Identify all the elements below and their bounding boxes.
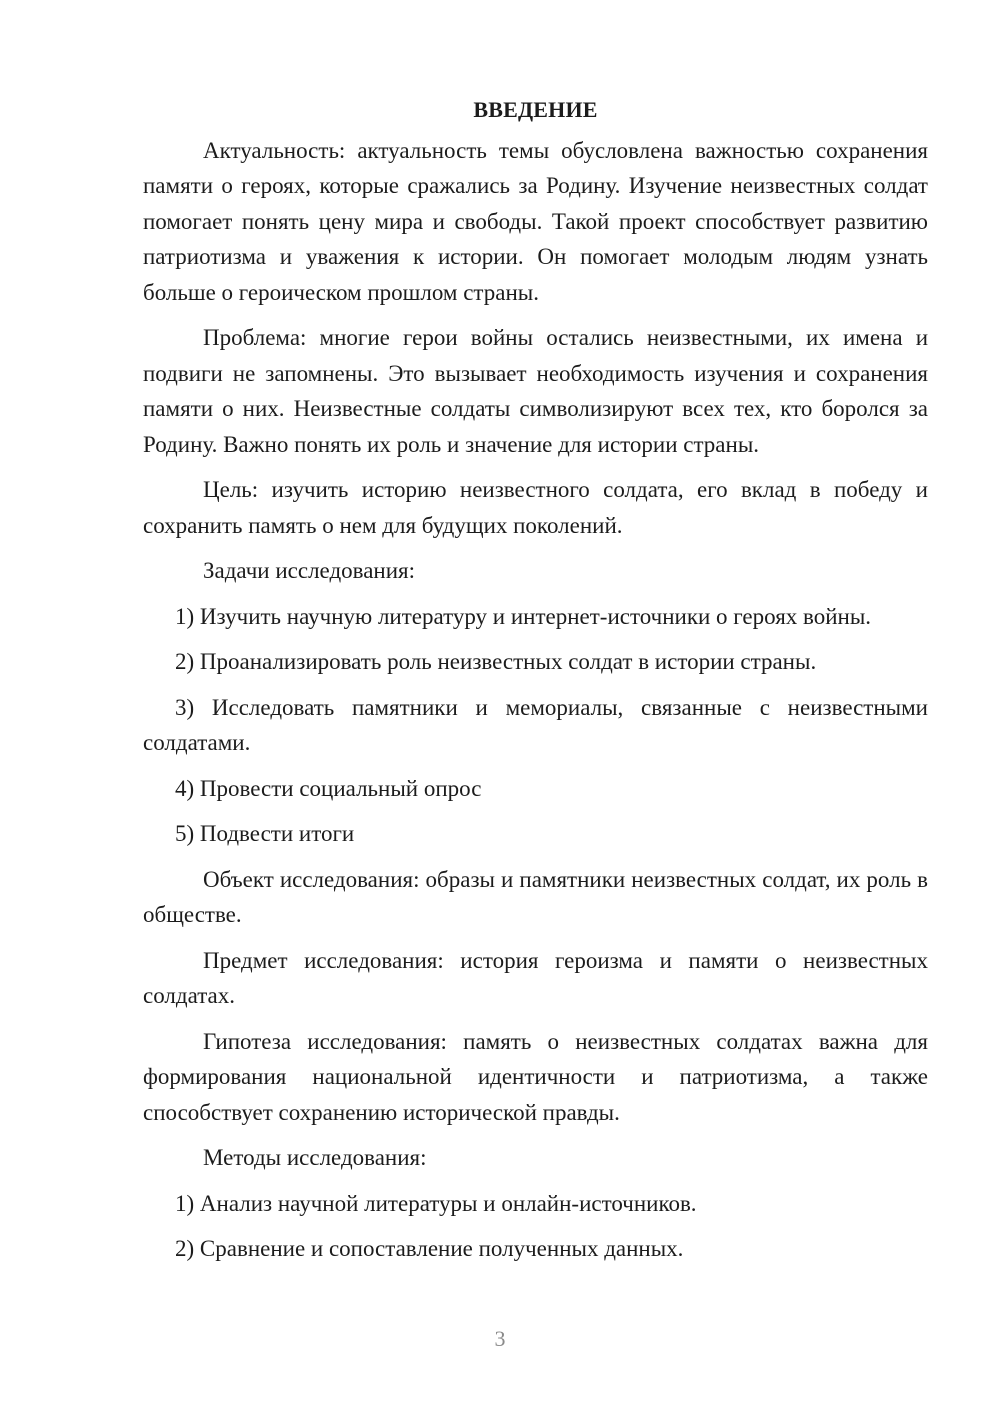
task-item-1: 1) Изучить научную литературу и интернет-источники о героях войны. — [175, 603, 872, 629]
page-number: 3 — [494, 1326, 506, 1351]
object-paragraph: Объект исследования: образы и памятники неизвестных солдат, их роль в обществе. — [143, 866, 928, 927]
hypothesis-paragraph: Гипотеза исследования: память о неизвестных солдатах важна для формирования национальной идентичности и патриотизма, а также способствует сохранению исторической правды. — [143, 1028, 928, 1125]
page-title: ВВЕДЕНИЕ — [473, 97, 598, 122]
subject-paragraph: Предмет исследования: история героизма и памяти о неизвестных солдатах. — [143, 947, 928, 1008]
task-item-3: 3) Исследовать памятники и мемориалы, связанные с неизвестными солдатами. — [143, 694, 928, 755]
method-item-2: 2) Сравнение и сопоставление полученных данных. — [175, 1236, 684, 1261]
methods-heading: Методы исследования: — [203, 1145, 427, 1170]
goal-paragraph: Цель: изучить историю неизвестного солдата, его вклад в победу и сохранить память о нем для будущих поколений. — [143, 477, 928, 538]
task-item-5: 5) Подвести итоги — [175, 821, 355, 846]
problem-paragraph: Проблема: многие герои войны остались неизвестными, их имена и подвиги не запомнены. Это вызывает необходимость изучения и сохранения памяти о них. Неизвестные солдаты символизируют всех тех, кто боролся за Родину. Важно понять их роль и значение для истории страны. — [143, 325, 928, 457]
task-item-2: 2) Проанализировать роль неизвестных солдат в истории страны. — [175, 649, 817, 674]
task-item-4: 4) Провести социальный опрос — [175, 775, 482, 801]
tasks-heading: Задачи исследования: — [203, 558, 416, 583]
document-body — [143, 92, 928, 1277]
method-item-1: 1) Анализ научной литературы и онлайн-источников. — [175, 1190, 697, 1216]
relevance-paragraph: Актуальность: актуальность темы обусловлена важностью сохранения памяти о героях, которые сражались за Родину. Изучение неизвестных солдат помогает понять цену мира и свободы. Такой проект способствует развитию патриотизма и уважения к истории. Он помогает молодым людям узнать больше о героическом прошлом страны. — [143, 137, 928, 305]
